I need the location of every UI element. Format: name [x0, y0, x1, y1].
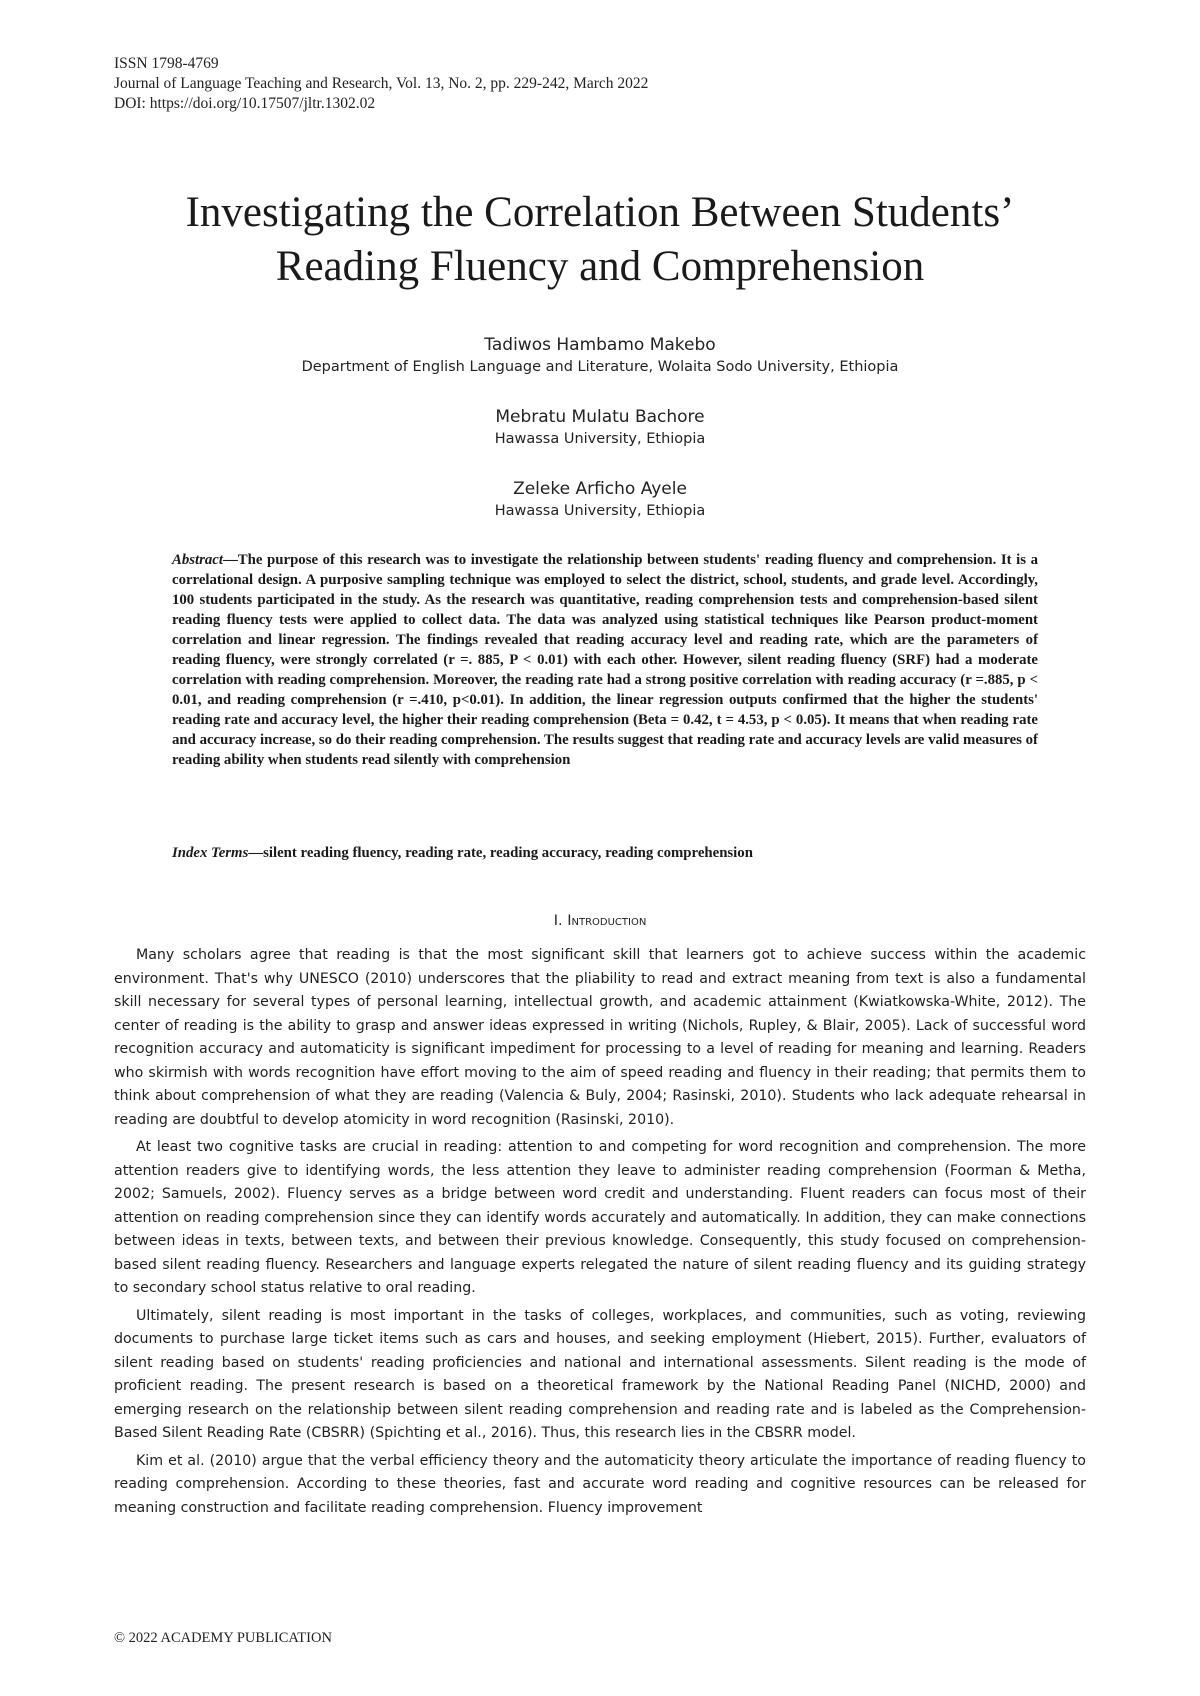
author-block-2 — [60, 406, 1140, 450]
issn-line: ISSN 1798-4769 — [114, 55, 219, 72]
copyright-footer: © 2022 ACADEMY PUBLICATION — [114, 1630, 332, 1646]
paragraph: Many scholars agree that reading is that the most significant skill that learners got to achieve success within the academic environment. That's why UNESCO (2010) underscores that the pliability to read and extract meaning from text is also a fundamental skill necessary for several types of personal learning, intellectual growth, and academic attainment (Kwiatkowska-White, 2012). The center of reading is the ability to grasp and answer ideas expressed in writing (Nichols, Rupley, & Blair, 2005). Lack of successful word recognition accuracy and automaticity is significant impediment for processing to a level of reading for meaning and learning. Readers who skirmish with words recognition have effort moving to the aim of speed reading and fluency in their reading; that permits them to think about comprehension of what they are reading (Valencia & Buly, 2004; Rasinski, 2010). Students who lack adequate rehearsal in reading are doubtful to develop atomicity in word recognition (Rasinski, 2010). — [114, 947, 1086, 1128]
paragraph: At least two cognitive tasks are crucial in reading: attention to and competing for word recognition and comprehension. The more attention readers give to identifying words, the less attention they leave to administer reading comprehension (Foorman & Metha, 2002; Samuels, 2002). Fluency serves as a bridge between word credit and understanding. Fluent readers can focus most of their attention on reading comprehension since they can identify words accurately and automatically. In addition, they can make connections between ideas in texts, between texts, and between their previous knowledge. Consequently, this study focused on comprehension-based silent reading fluency. Researchers and language experts relegated the nature of silent reading fluency and its guiding strategy to secondary school status relative to oral reading. — [114, 1139, 1086, 1296]
journal-header — [114, 54, 648, 114]
index-terms-label: Index Terms — [172, 845, 249, 861]
index-terms — [172, 843, 1038, 863]
journal-citation-line: Journal of Language Teaching and Research, Vol. 13, No. 2, pp. 229-242, March 2022 — [114, 75, 649, 92]
section-heading-introduction: I. Introduction — [553, 913, 647, 929]
author-name: Mebratu Mulatu Bachore — [495, 407, 705, 427]
title-line-2: Reading Fluency and Comprehension — [275, 243, 925, 290]
introduction-body — [114, 944, 1086, 1524]
author-affiliation: Hawassa University, Ethiopia — [494, 431, 706, 447]
author-block-3 — [60, 478, 1140, 522]
index-terms-text: —silent reading fluency, reading rate, reading accuracy, reading comprehension — [248, 845, 753, 861]
author-name: Zeleke Arficho Ayele — [513, 479, 687, 499]
paragraph: Ultimately, silent reading is most important in the tasks of colleges, workplaces, and communities, such as voting, reviewing documents to purchase large ticket items such as cars and houses, and seeking employment (Hiebert, 2015). Further, evaluators of silent reading based on students' reading proficiencies and national and international assessments. Silent reading is the mode of proficient reading. The present research is based on a theoretical framework by the National Reading Panel (NICHD, 2000) and emerging research on the relationship between silent reading comprehension and reading rate and is labeled as the Comprehension-Based Silent Reading Rate (CBSRR) (Spichting et al., 2016). Thus, this research lies in the CBSRR model. — [114, 1307, 1086, 1441]
author-block-1 — [60, 334, 1140, 378]
doi-line: DOI: https://doi.org/10.17507/jltr.1302.02 — [114, 95, 376, 112]
author-name: Tadiwos Hambamo Makebo — [484, 335, 716, 355]
author-affiliation: Department of English Language and Literature, Wolaita Sodo University, Ethiopia — [301, 359, 899, 375]
title-line-1: Investigating the Correlation Between Students’ — [185, 189, 1015, 236]
abstract — [172, 550, 1038, 770]
abstract-text: —The purpose of this research was to investigate the relationship between students' reading fluency and comprehension. It is a correlational design. A purposive sampling technique was employed to select the district, school, students, and grade level. Accordingly, 100 students participated in the study. As the research was quantitative, reading comprehension tests and comprehension-based silent reading fluency tests were applied to collect data. The data was analyzed using statistical techniques like Pearson product-moment correlation and linear regression. The findings revealed that reading accuracy level and reading rate, which are the parameters of reading fluency, were strongly correlated (r =. 885, P < 0.01) with each other. However, silent reading fluency (SRF) had a moderate correlation with reading comprehension. Moreover, the reading rate had a strong positive correlation with reading accuracy (r =.885, p < 0.01, and reading comprehension (r =.410, p<0.01). In addition, the linear regression outputs confirmed that the higher the students' reading rate and accuracy level, the higher their reading comprehension (Beta = 0.42, t = 4.53, p < 0.05). It means that when reading rate and accuracy increase, so do their reading comprehension. The results suggest that reading rate and accuracy levels are valid measures of reading ability when students read silently with comprehension — [172, 552, 1038, 768]
abstract-label: Abstract — [172, 552, 223, 568]
author-affiliation: Hawassa University, Ethiopia — [494, 503, 706, 519]
paragraph: Kim et al. (2010) argue that the verbal efficiency theory and the automaticity theory articulate the importance of reading fluency to reading comprehension. According to these theories, fast and accurate word reading and cognitive resources can be released for meaning construction and facilitate reading comprehension. Fluency improvement — [114, 1452, 1086, 1516]
paper-title — [60, 186, 1140, 294]
